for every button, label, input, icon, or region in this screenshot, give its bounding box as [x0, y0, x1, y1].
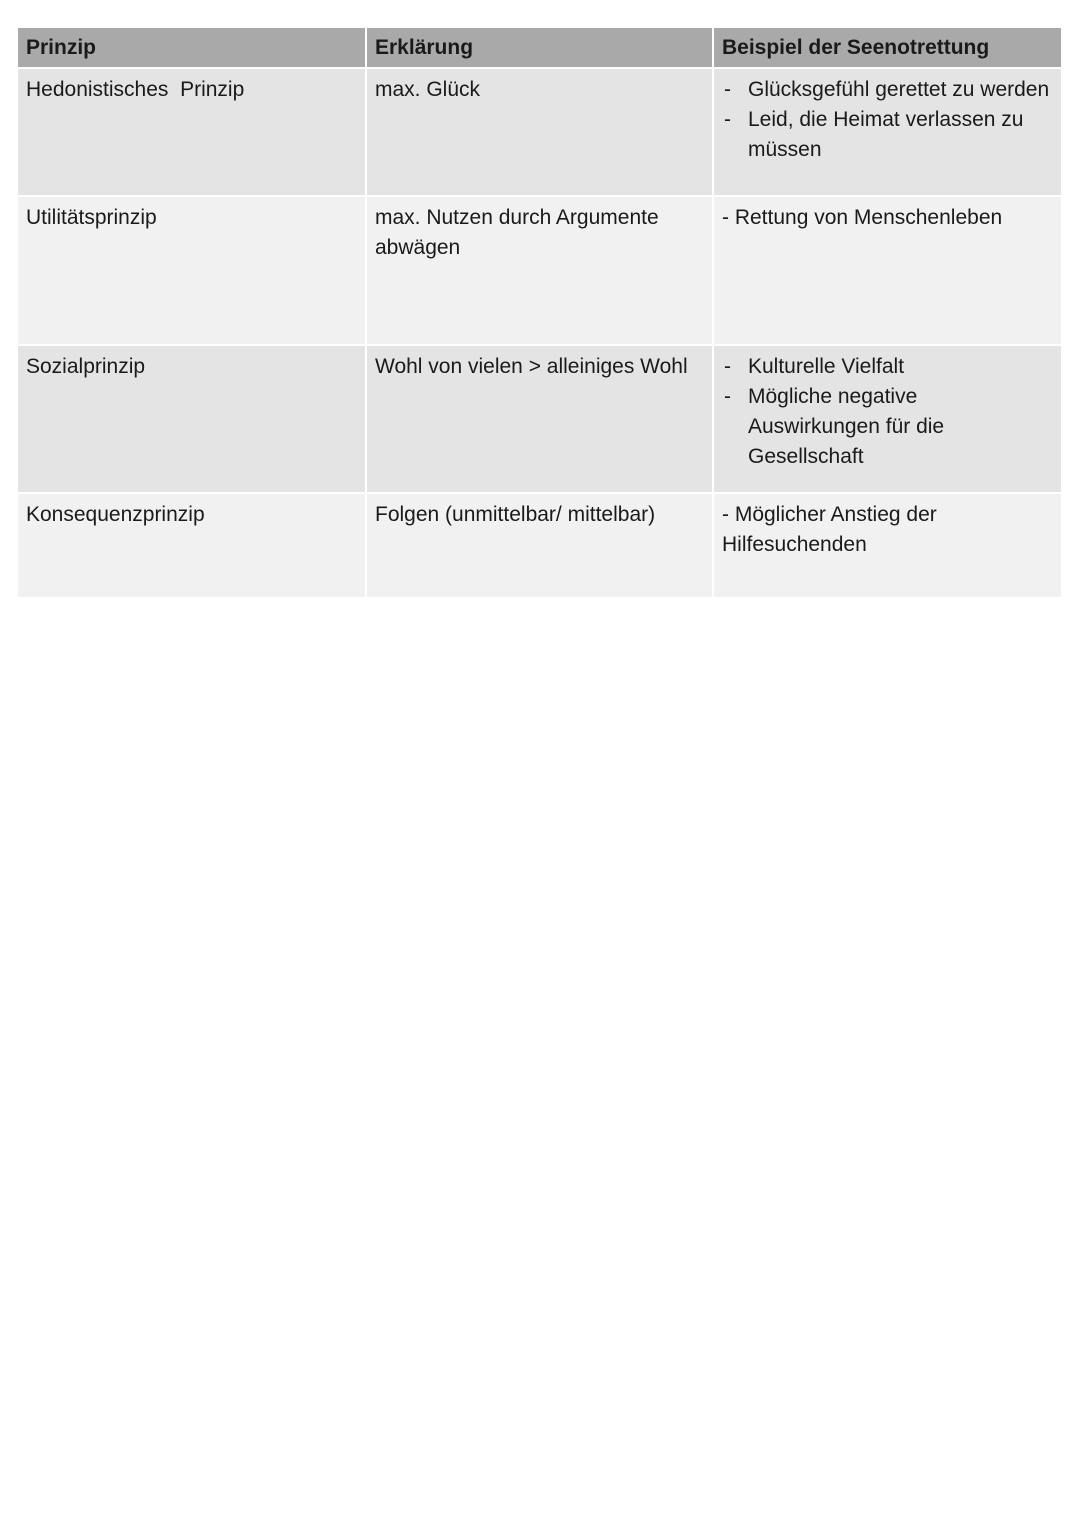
- cell-beispiel-4: - Möglicher Anstieg der Hilfesuchenden: [714, 494, 1061, 599]
- header-prinzip: Prinzip: [18, 28, 367, 69]
- list-item: - Kulturelle Vielfalt: [722, 352, 1053, 382]
- cell-prinzip-1: Hedonistisches Prinzip: [18, 69, 367, 197]
- header-beispiel: Beispiel der Seenotrettung: [714, 28, 1061, 69]
- list-item: - Glücksgefühl gerettet zu werden: [722, 75, 1053, 105]
- cell-prinzip-3: Sozialprinzip: [18, 346, 367, 494]
- cell-erklaerung-4: Folgen (unmittelbar/ mittelbar): [367, 494, 714, 599]
- cell-beispiel-1: [714, 69, 1061, 197]
- cell-prinzip-4: Konsequenzprinzip: [18, 494, 367, 599]
- beispiel-list-1: [722, 75, 1053, 165]
- cell-prinzip-2: Utilitätsprinzip: [18, 197, 367, 346]
- cell-erklaerung-3: Wohl von vielen > alleiniges Wohl: [367, 346, 714, 494]
- cell-erklaerung-1: max. Glück: [367, 69, 714, 197]
- header-erklaerung: Erklärung: [367, 28, 714, 69]
- cell-erklaerung-2: max. Nutzen durch Argumente abwägen: [367, 197, 714, 346]
- list-item: - Leid, die Heimat verlassen zu müssen: [722, 105, 1053, 165]
- cell-beispiel-2: - Rettung von Menschenleben: [714, 197, 1061, 346]
- principles-table: [18, 28, 1061, 599]
- beispiel-list-3: [722, 352, 1053, 472]
- cell-beispiel-3: [714, 346, 1061, 494]
- list-item: - Mögliche negative Auswirkungen für die Gesellschaft: [722, 382, 1053, 472]
